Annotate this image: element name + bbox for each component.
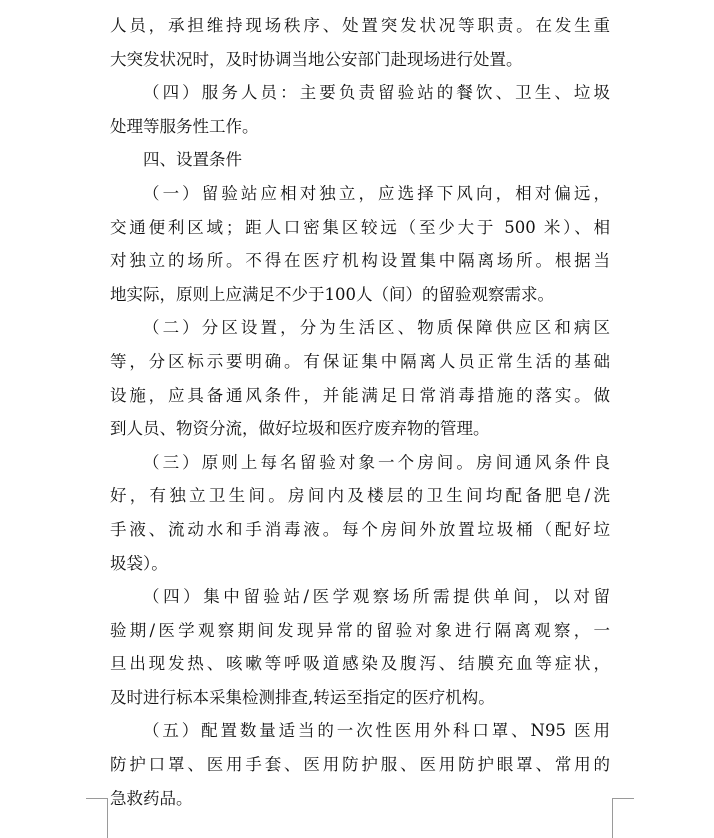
text-line: （三）原则上每名留验对象一个房间。房间通风条件良 — [143, 452, 610, 472]
crop-mark-right-horizontal — [612, 798, 634, 799]
text-line: 急救药品。 — [110, 788, 193, 808]
text-line: 对独立的场所。不得在医疗机构设置集中隔离场所。根据当 — [110, 251, 610, 271]
text-line: 大突发状况时，及时协调当地公安部门赴现场进行处置。 — [110, 49, 523, 69]
text-line: 人员，承担维持现场秩序、处置突发状况等职责。在发生重 — [110, 16, 610, 35]
text-line: 到人员、物资分流，做好垃圾和医疗废弃物的管理。 — [110, 419, 490, 439]
text-line: 圾袋）。 — [110, 553, 168, 573]
text-line: 设施，应具备通风条件，并能满足日常消毒措施的落实。做 — [110, 385, 610, 405]
text-line: 手液、流动水和手消毒液。每个房间外放置垃圾桶（配好垃 — [110, 519, 610, 539]
text-line: （五）配置数量适当的一次性医用外科口罩、N95 医用 — [143, 721, 610, 741]
text-line: 验期/医学观察期间发现异常的留验对象进行隔离观察，一 — [110, 620, 610, 640]
text-line: （四）服务人员：主要负责留验站的餐饮、卫生、垃圾 — [143, 83, 610, 103]
text-line: 处理等服务性工作。 — [110, 116, 259, 136]
text-line: 及时进行标本采集检测排查,转运至指定的医疗机构。 — [110, 687, 495, 707]
crop-mark-right-vertical — [612, 798, 613, 838]
text-line: 地实际，原则上应满足不少于100人（间）的留验观察需求。 — [110, 284, 554, 304]
text-line: （四）集中留验站/医学观察场所需提供单间，以对留 — [143, 587, 610, 607]
text-line: 好，有独立卫生间。房间内及楼层的卫生间均配备肥皂/洗 — [110, 486, 610, 506]
text-line: 交通便利区域；距人口密集区较远（至少大于 500 米）、相 — [110, 217, 610, 237]
document-body — [110, 9, 610, 815]
crop-mark-left-horizontal — [86, 798, 108, 799]
text-line: （二）分区设置，分为生活区、物质保障供应区和病区 — [143, 318, 610, 338]
text-line: （一）留验站应相对独立，应选择下风向，相对偏远， — [143, 183, 610, 203]
text-line: 等，分区标示要明确。有保证集中隔离人员正常生活的基础 — [110, 351, 610, 371]
text-line: 四、设置条件 — [143, 150, 242, 170]
text-line: 防护口罩、医用手套、医用防护服、医用防护眼罩、常用的 — [110, 755, 610, 775]
crop-mark-left-vertical — [107, 798, 108, 838]
text-line: 旦出现发热、咳嗽等呼吸道感染及腹泻、结膜充血等症状， — [110, 654, 610, 674]
